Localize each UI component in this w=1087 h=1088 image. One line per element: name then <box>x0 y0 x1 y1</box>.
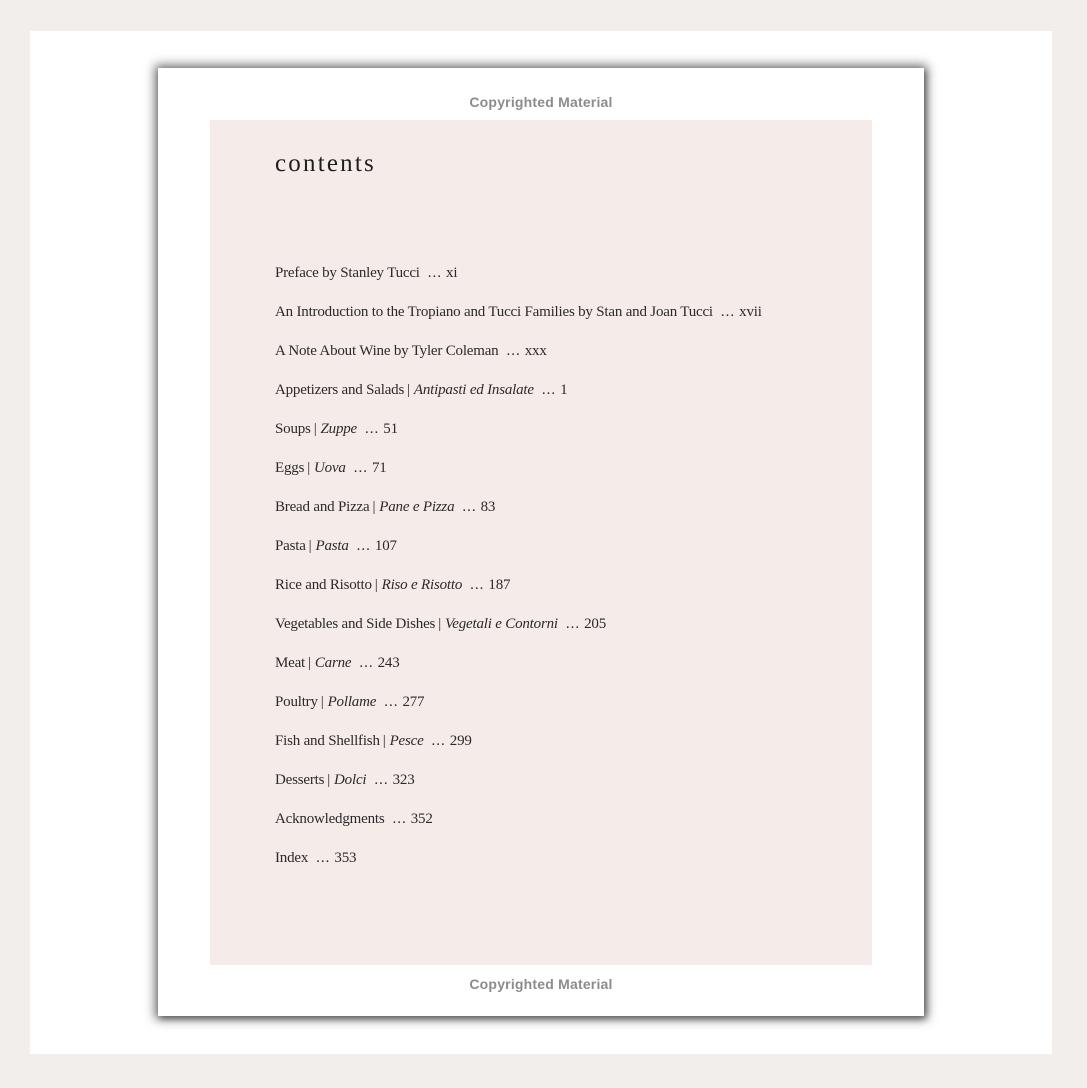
toc-leader-dots: ... <box>565 616 581 632</box>
toc-leader-dots: ... <box>392 811 407 827</box>
toc-leader-dots: ... <box>356 538 371 554</box>
toc-entry-title: Rice and Risotto <box>275 577 372 593</box>
toc-entry <box>275 611 762 650</box>
toc-entry-title: Vegetables and Side Dishes <box>275 616 436 632</box>
toc-page-number: 1 <box>560 382 568 398</box>
toc-entry-title: Fish and Shellfish <box>275 733 380 749</box>
toc-page-number: 352 <box>410 811 433 827</box>
toc-leader-dots: ... <box>470 577 485 593</box>
toc-entry-title: Poultry <box>275 694 318 710</box>
toc-entry-title: A Note About Wine by Tyler Coleman <box>275 343 499 359</box>
toc-entry-italian-title: Pesce <box>389 733 424 749</box>
toc-entry-italian-title: Uova <box>314 460 346 476</box>
toc-entry <box>275 572 762 611</box>
toc-leader-dots: ... <box>365 421 380 437</box>
toc-entry-title: Soups <box>275 421 311 437</box>
toc-entry <box>275 299 762 338</box>
toc-page-number: 277 <box>402 694 425 710</box>
toc-page-number: xxx <box>524 343 547 359</box>
toc-page-number: 353 <box>334 850 357 866</box>
toc-separator: | <box>308 538 312 554</box>
toc-entry-italian-title: Vegetali e Contorni <box>445 616 558 632</box>
toc-separator: | <box>320 694 324 710</box>
toc-page-number: 243 <box>377 655 400 671</box>
toc-entry-title: Desserts <box>275 772 325 788</box>
toc-entry-title: Meat <box>275 655 306 671</box>
toc-page-number: 205 <box>584 616 607 632</box>
toc-entry-italian-title: Dolci <box>334 772 367 788</box>
toc-entry <box>275 455 762 494</box>
toc-entry <box>275 845 762 884</box>
toc-entry <box>275 650 762 689</box>
toc-entry <box>275 806 762 845</box>
toc-entry <box>275 689 762 728</box>
toc-entry <box>275 728 762 767</box>
toc-leader-dots: ... <box>374 772 389 788</box>
toc-page-number: xi <box>446 265 458 281</box>
toc-page-number: 187 <box>488 577 511 593</box>
toc-entry-italian-title: Pane e Pizza <box>379 499 455 515</box>
toc-entry <box>275 416 762 455</box>
toc-page-number: 71 <box>371 460 387 476</box>
toc-leader-dots: ... <box>316 850 331 866</box>
toc-separator: | <box>382 733 386 749</box>
toc-page-number: 51 <box>383 421 398 437</box>
toc-leader-dots: ... <box>359 655 374 671</box>
toc-entry-italian-title: Zuppe <box>320 421 358 437</box>
toc-leader-dots: ... <box>384 694 399 710</box>
toc-page-number: 299 <box>449 733 472 749</box>
toc-separator: | <box>372 499 376 515</box>
toc-separator: | <box>407 382 410 398</box>
toc-leader-dots: ... <box>353 460 368 476</box>
contents-panel <box>210 120 872 965</box>
copyright-notice-bottom: Copyrighted Material <box>469 976 613 992</box>
toc-entry-title: Eggs <box>275 460 305 476</box>
toc-entry-title: Acknowledgments <box>275 811 385 827</box>
toc-entry <box>275 377 762 416</box>
toc-leader-dots: ... <box>462 499 477 515</box>
toc-leader-dots: ... <box>541 382 557 398</box>
table-of-contents <box>275 260 762 884</box>
toc-entry <box>275 533 762 572</box>
toc-entry-italian-title: Pasta <box>315 538 349 554</box>
toc-entry <box>275 260 762 299</box>
toc-separator: | <box>313 421 317 437</box>
toc-entry-italian-title: Riso e Risotto <box>381 577 463 593</box>
toc-entry-italian-title: Pollame <box>327 694 377 710</box>
page-title: contents <box>275 150 376 177</box>
toc-separator: | <box>308 655 311 671</box>
toc-separator: | <box>327 772 331 788</box>
toc-entry <box>275 494 762 533</box>
toc-entry <box>275 338 762 377</box>
toc-page-number: 83 <box>480 499 496 515</box>
toc-separator: | <box>438 616 441 632</box>
toc-separator: | <box>307 460 311 476</box>
toc-entry-title: Appetizers and Salads <box>275 382 405 398</box>
toc-leader-dots: ... <box>506 343 521 359</box>
toc-separator: | <box>374 577 378 593</box>
copyright-notice-top: Copyrighted Material <box>469 94 613 110</box>
toc-page-number: 107 <box>374 538 397 554</box>
toc-entry-title: Preface by Stanley Tucci <box>275 265 420 281</box>
toc-entry-title: An Introduction to the Tropiano and Tucci Families by Stan and Joan Tucci <box>275 304 713 320</box>
toc-leader-dots: ... <box>431 733 446 749</box>
toc-page-number: xvii <box>739 304 762 320</box>
toc-entry-title: Bread and Pizza <box>275 499 370 515</box>
toc-entry-title: Pasta <box>275 538 306 554</box>
toc-leader-dots: ... <box>427 265 443 281</box>
toc-page-number: 323 <box>392 772 415 788</box>
toc-entry <box>275 767 762 806</box>
toc-entry-italian-title: Carne <box>314 655 352 671</box>
toc-entry-title: Index <box>275 850 309 866</box>
toc-entry-italian-title: Antipasti ed Insalate <box>413 382 534 398</box>
book-page <box>158 68 924 1016</box>
toc-leader-dots: ... <box>720 304 736 320</box>
